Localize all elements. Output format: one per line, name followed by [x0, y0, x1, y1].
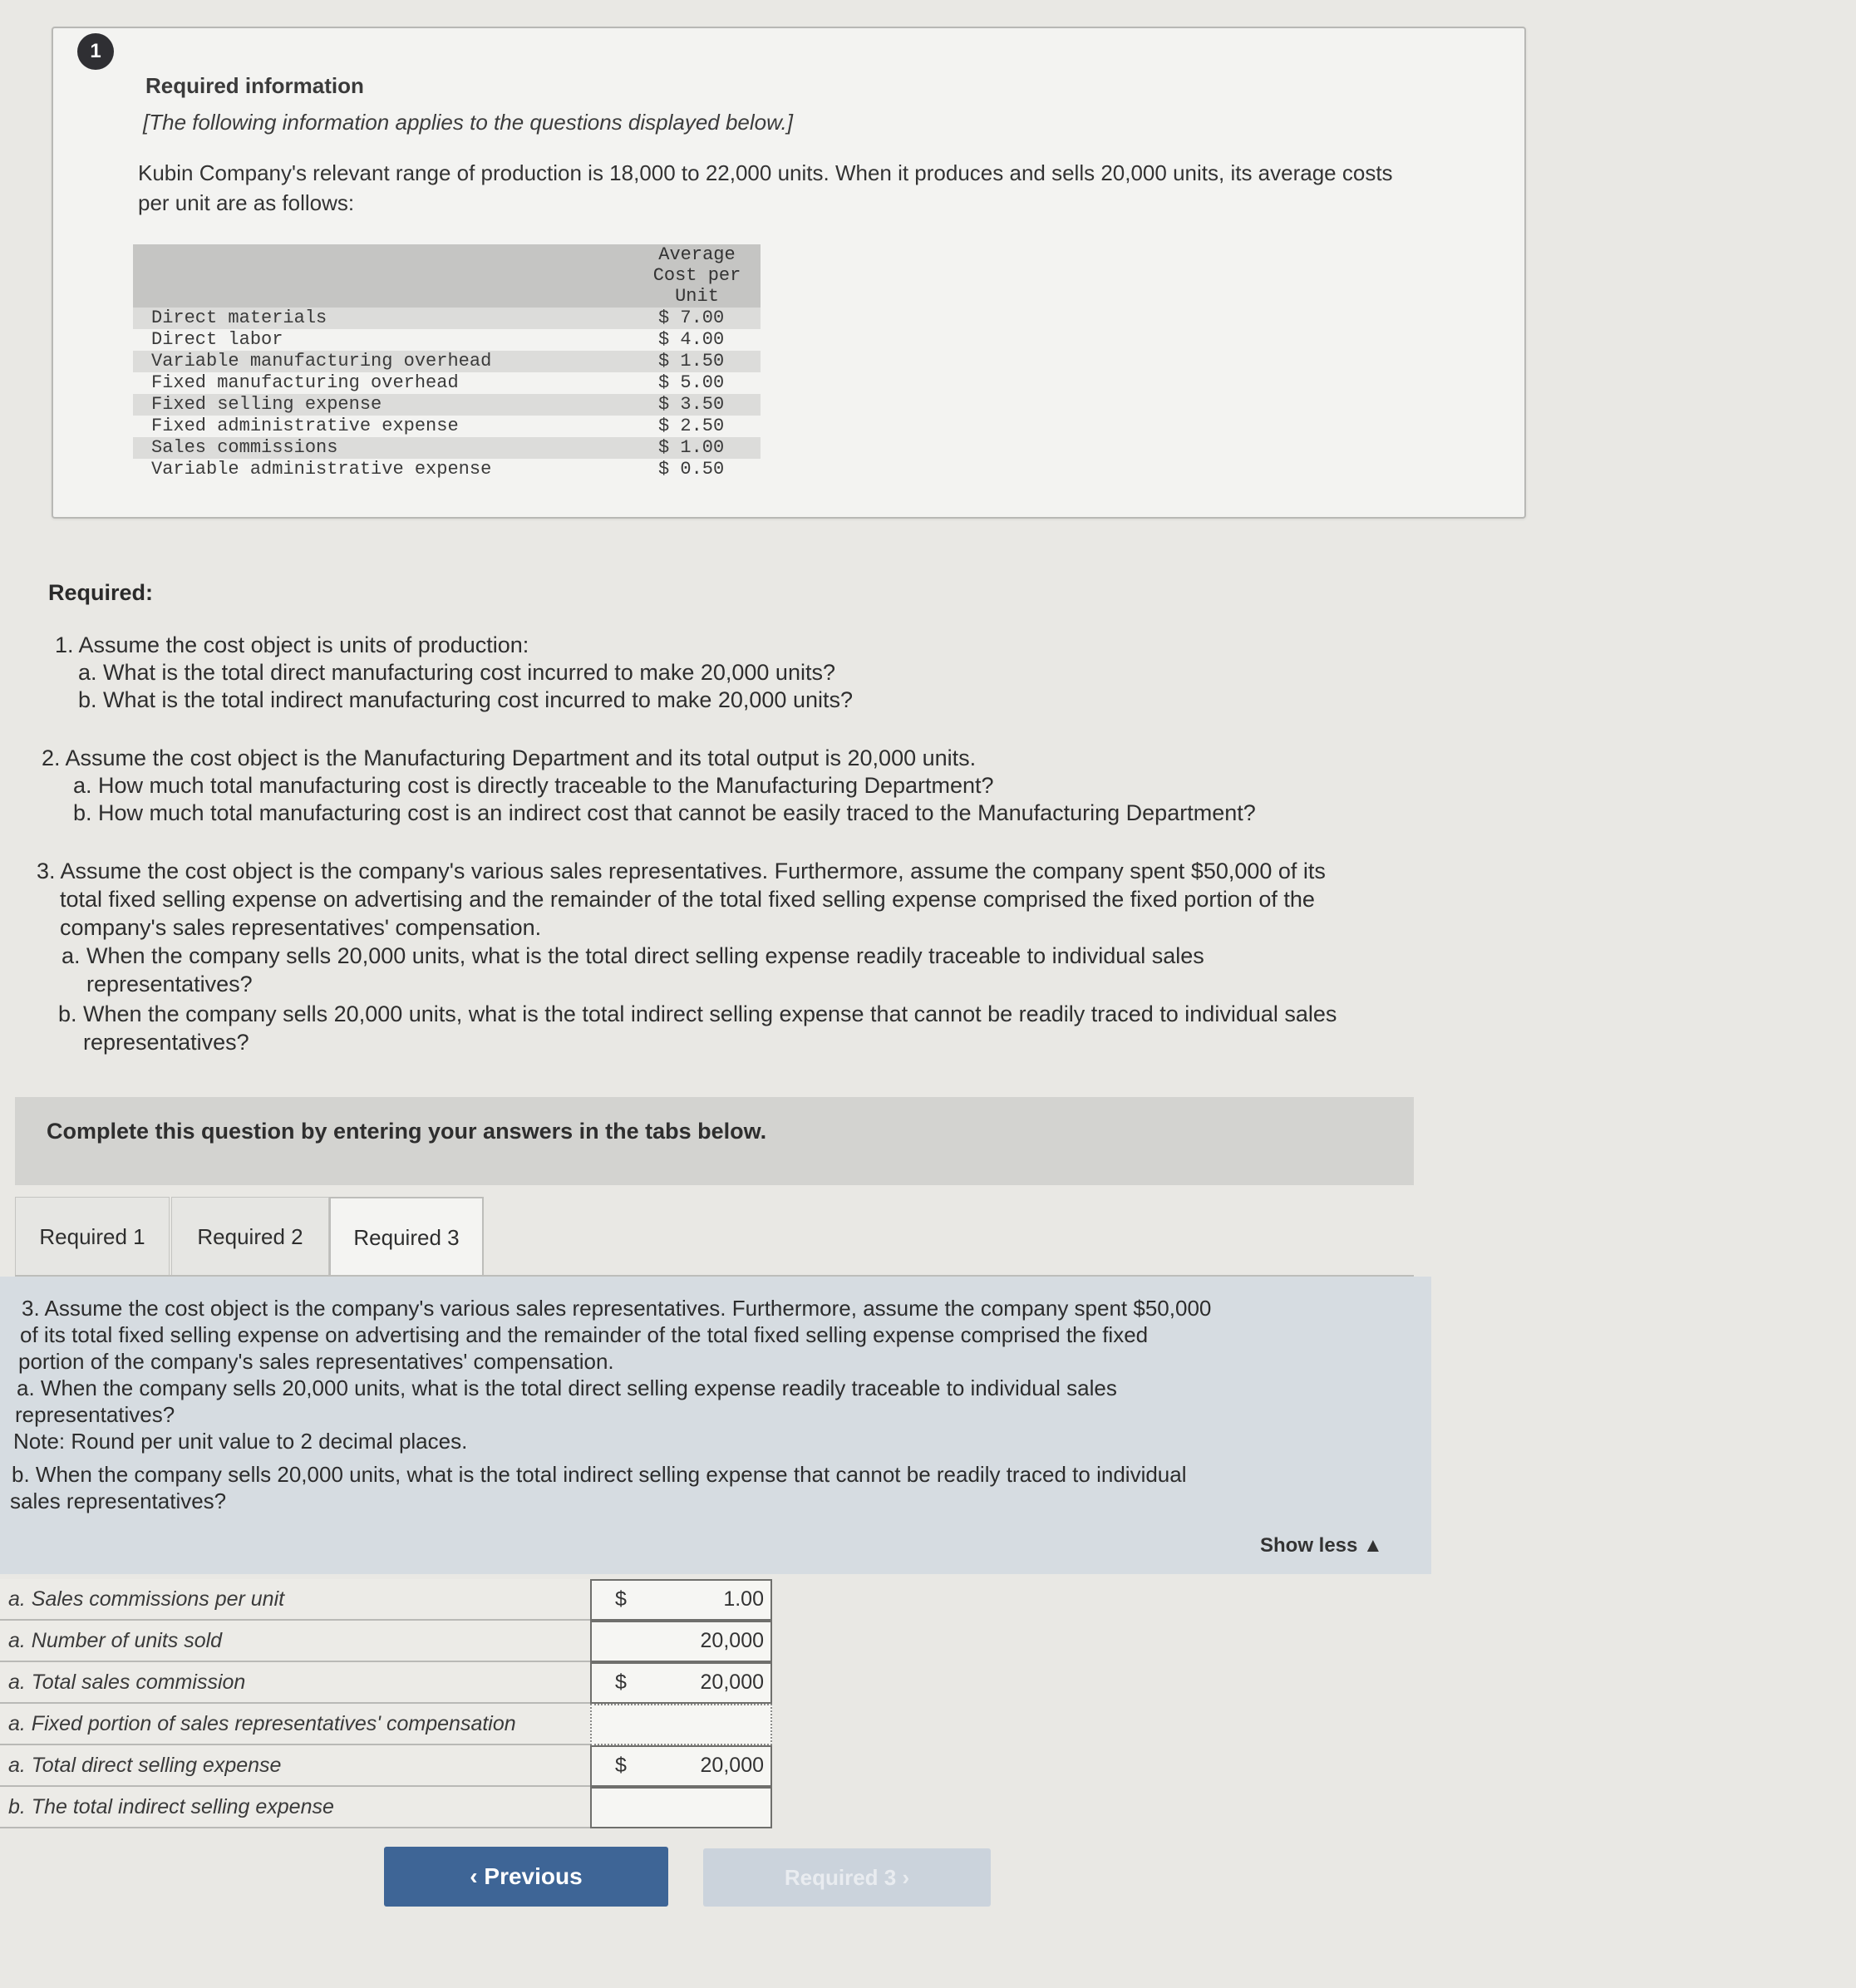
question-line: a. When the company sells 20,000 units, what is the total direct selling expense readily traceable to individual sales [17, 1375, 1117, 1400]
info-badge-icon: 1 [77, 33, 114, 70]
cost-table [133, 244, 761, 487]
cost-value: $ 4.00 [658, 329, 725, 350]
cost-value: $ 1.50 [658, 351, 725, 372]
cell-value: 20,000 [700, 1629, 764, 1652]
cost-row [133, 416, 761, 437]
row-label: a. Sales commissions per unit [8, 1587, 285, 1611]
cost-label: Fixed selling expense [151, 394, 382, 415]
question-line: portion of the company's sales representatives' compensation. [18, 1349, 614, 1374]
cost-row [133, 372, 761, 394]
required-item: a. How much total manufacturing cost is directly traceable to the Manufacturing Department? [73, 773, 994, 798]
required-item: b. What is the total indirect manufacturing cost incurred to make 20,000 units? [78, 687, 853, 712]
total-sales-commission-input[interactable] [590, 1662, 772, 1704]
required-item: representatives? [83, 1030, 249, 1055]
answer-table [0, 1579, 773, 1828]
required-item: 2. Assume the cost object is the Manufacturing Department and its total output is 20,000 units. [42, 746, 977, 770]
rounding-note: Note: Round per unit value to 2 decimal places. [13, 1429, 468, 1454]
units-sold-input[interactable] [590, 1621, 772, 1662]
cost-table-header-label: Average Cost per Unit [652, 244, 741, 307]
total-indirect-selling-expense-input[interactable] [590, 1787, 772, 1828]
table-row [0, 1621, 593, 1662]
cost-value: $ 2.50 [658, 416, 725, 436]
question-line: of its total fixed selling expense on advertising and the remainder of the total fixed selling expense comprised the fixed [20, 1322, 1149, 1347]
required-item: company's sales representatives' compensation. [60, 915, 542, 940]
total-direct-selling-expense-input[interactable] [590, 1745, 772, 1787]
required-item: b. How much total manufacturing cost is an indirect cost that cannot be easily traced to the Manufacturing Department? [73, 800, 1256, 825]
required-heading: Required: [48, 580, 154, 605]
required-item: total fixed selling expense on advertising and the remainder of the total fixed selling expense comprised the fixed portion of the [60, 887, 1315, 912]
cost-label: Direct labor [151, 329, 283, 350]
required-item: 1. Assume the cost object is units of production: [55, 632, 529, 657]
sales-commission-per-unit-input[interactable] [590, 1579, 772, 1621]
cost-value: $ 3.50 [658, 394, 725, 415]
cost-value: $ 1.00 [658, 437, 725, 458]
tab-required-3[interactable]: Required 3 [329, 1197, 484, 1277]
required-item: a. When the company sells 20,000 units, what is the total direct selling expense readily traceable to individual sales [62, 943, 1204, 968]
cost-row [133, 437, 761, 459]
show-less-link[interactable]: Show less ▲ [1260, 1534, 1383, 1557]
row-label: a. Number of units sold [8, 1629, 223, 1652]
required-item: a. What is the total direct manufacturing cost incurred to make 20,000 units? [78, 660, 835, 685]
cost-row [133, 308, 761, 329]
cost-row [133, 394, 761, 416]
question-line: sales representatives? [10, 1489, 227, 1513]
cost-label: Fixed manufacturing overhead [151, 372, 459, 393]
question-line: 3. Assume the cost object is the company's various sales representatives. Furthermore, assume the company spent $50,000 [22, 1296, 1212, 1321]
cost-row [133, 459, 761, 480]
required-item: b. When the company sells 20,000 units, what is the total indirect selling expense that cannot be readily traced to individual sales [58, 1001, 1337, 1026]
row-label: a. Fixed portion of sales representatives' compensation [8, 1712, 516, 1735]
question-line: representatives? [15, 1402, 175, 1427]
table-row [0, 1745, 593, 1787]
cell-value: 1.00 [723, 1587, 764, 1611]
required-item: 3. Assume the cost object is the company's various sales representatives. Furthermore, assume the company spent $50,000 of its [37, 859, 1326, 883]
required-item: representatives? [86, 972, 253, 996]
previous-button[interactable]: ‹ Previous [384, 1847, 668, 1907]
cost-value: $ 0.50 [658, 459, 725, 480]
instructions-text: Complete this question by entering your answers in the tabs below. [47, 1119, 767, 1144]
row-label: a. Total direct selling expense [8, 1754, 282, 1777]
dollar-sign: $ [615, 1671, 627, 1694]
dollar-sign: $ [615, 1754, 627, 1777]
info-subtitle: [The following information applies to the questions displayed below.] [143, 110, 793, 135]
fixed-compensation-input[interactable] [590, 1704, 772, 1745]
cost-label: Fixed administrative expense [151, 416, 459, 436]
tab-required-1[interactable]: Required 1 [15, 1197, 170, 1276]
next-required-button[interactable]: Required 3 › [703, 1848, 991, 1907]
cost-label: Sales commissions [151, 437, 338, 458]
table-row [0, 1662, 593, 1704]
table-row [0, 1579, 593, 1621]
table-row [0, 1704, 593, 1745]
cost-row [133, 329, 761, 351]
cell-value: 20,000 [700, 1754, 764, 1777]
question-line: b. When the company sells 20,000 units, what is the total indirect selling expense that cannot be readily traced to individual [12, 1462, 1187, 1487]
table-row [0, 1787, 593, 1828]
row-label: a. Total sales commission [8, 1671, 246, 1694]
cost-label: Variable manufacturing overhead [151, 351, 492, 372]
info-description: Kubin Company's relevant range of production is 18,000 to 22,000 units. When it produces and sells 20,000 units, its average costs per unit are as follows: [138, 160, 1393, 215]
cost-value: $ 7.00 [658, 308, 725, 328]
tab-required-2[interactable]: Required 2 [171, 1197, 329, 1276]
dollar-sign: $ [615, 1587, 627, 1611]
cell-value: 20,000 [700, 1671, 764, 1694]
row-label: b. The total indirect selling expense [8, 1795, 334, 1818]
info-title: Required information [145, 73, 364, 98]
cost-row [133, 351, 761, 372]
cost-label: Variable administrative expense [151, 459, 492, 480]
cost-label: Direct materials [151, 308, 327, 328]
cost-value: $ 5.00 [658, 372, 725, 393]
